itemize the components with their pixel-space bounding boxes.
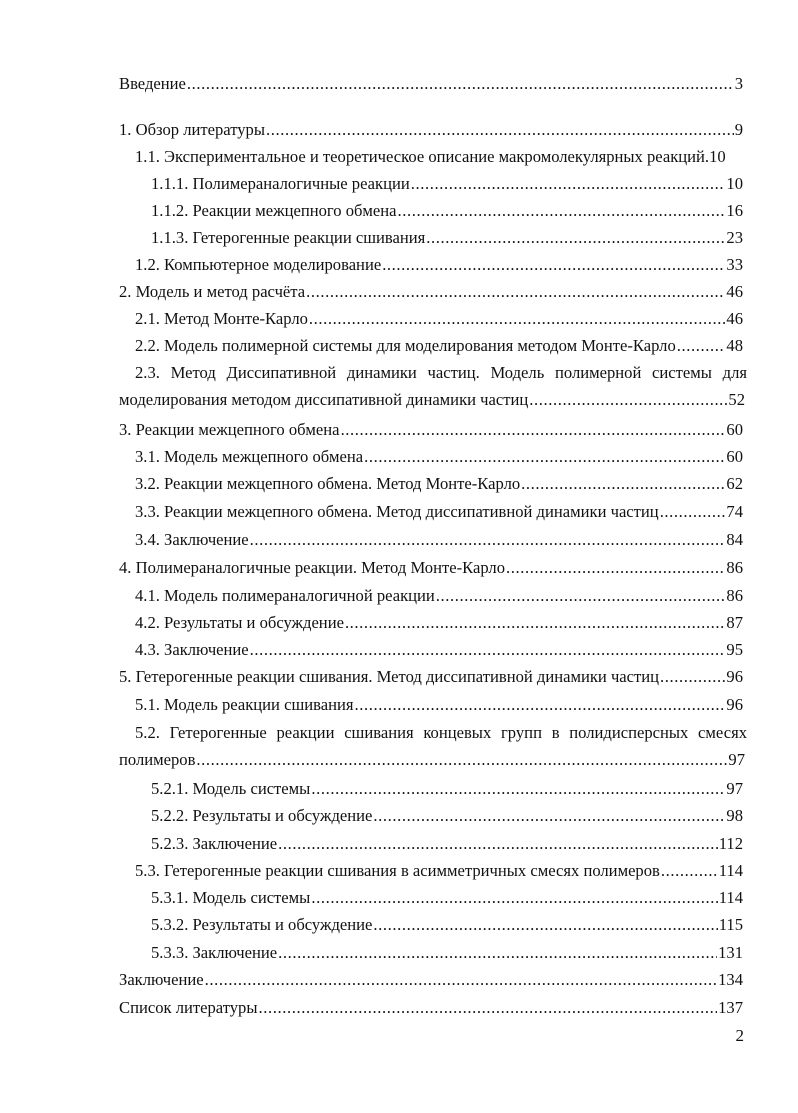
toc-entry-title-continuation: моделирования методом диссипативной динамики частиц (119, 390, 529, 409)
toc-entry-title: 5.3. Гетерогенные реакции сшивания в асимметричных смесях полимеров (135, 861, 660, 880)
toc-entry-title: 5. Гетерогенные реакции сшивания. Метод диссипативной динамики частиц (119, 667, 660, 686)
toc-entry (0, 70, 743, 97)
toc-entry-page: 131 (718, 943, 743, 962)
toc-entry-page: 46 (726, 309, 743, 328)
toc-entry-page: 74 (726, 502, 743, 521)
toc-entry-page: 23 (726, 228, 743, 247)
toc-entry (0, 719, 798, 773)
toc-dot-leader (205, 966, 717, 993)
toc-dot-leader (306, 278, 725, 305)
toc-entry-page: 3 (734, 74, 743, 93)
toc-entry-title: 4.1. Модель полимераналогичной реакции (135, 586, 435, 605)
toc-entry-title: Заключение (119, 970, 204, 989)
toc-entry-title: 5.2.1. Модель системы (151, 779, 311, 798)
toc-entry-title: 4.3. Заключение (135, 640, 249, 659)
toc-entry (0, 802, 743, 829)
toc-entry-title: Список литературы (119, 998, 258, 1017)
toc-entry-title: 4.2. Результаты и обсуждение (135, 613, 344, 632)
toc-entry (0, 830, 743, 857)
toc-entry (0, 470, 743, 497)
toc-entry-title: 3.2. Реакции межцепного обмена. Метод Монте-Карло (135, 474, 521, 493)
toc-entry-title: 5.3.1. Модель системы (151, 888, 311, 907)
toc-entry-page: 9 (734, 120, 743, 139)
toc-entry (0, 305, 743, 332)
toc-dot-leader (250, 526, 726, 553)
toc-dot-leader (196, 746, 727, 773)
toc-entry-continuation (119, 386, 745, 413)
toc-entry-page: 114 (718, 861, 743, 880)
toc-entry (0, 911, 743, 938)
toc-entry-page: 114 (718, 888, 743, 907)
page-number: 2 (735, 1026, 744, 1045)
toc-entry-page: 60 (726, 447, 743, 466)
toc-entry (0, 416, 743, 443)
toc-entry-title: 4. Полимераналогичные реакции. Метод Монте-Карло (119, 558, 505, 577)
toc-entry (0, 636, 743, 663)
toc-entry-page: 86 (726, 586, 743, 605)
toc-entry-title: 5.1. Модель реакции сшивания (135, 695, 354, 714)
toc-dot-leader (309, 305, 725, 332)
toc-entry-title: 3.1. Модель межцепного обмена (135, 447, 364, 466)
toc-entry-page: 10 (709, 147, 726, 166)
toc-dot-leader (677, 332, 726, 359)
toc-entry-page: 96 (726, 667, 743, 686)
toc-entry-page: 60 (726, 420, 743, 439)
toc-entry-title: 3.3. Реакции межцепного обмена. Метод диссипативной динамики частиц (135, 502, 659, 521)
toc-dot-leader (506, 554, 725, 581)
toc-entry (0, 332, 743, 359)
toc-dot-leader (345, 609, 725, 636)
toc-dot-leader (660, 498, 726, 525)
toc-dot-leader (660, 663, 725, 690)
toc-dot-leader (373, 911, 717, 938)
toc-entry (0, 609, 743, 636)
toc-entry (0, 143, 743, 170)
toc-entry-title: 2. Модель и метод расчёта (119, 282, 306, 301)
toc-entry (0, 663, 743, 690)
toc-entry-page: 115 (718, 915, 743, 934)
toc-entry-page: 86 (726, 558, 743, 577)
toc-entry-title: 1.1. Экспериментальное и теоретическое описание макромолекулярных реакций. (135, 147, 710, 166)
toc-entry-page: 52 (728, 390, 745, 409)
toc-dot-leader (266, 116, 734, 143)
toc-entry-page: 10 (726, 174, 743, 193)
toc-entry-title: 2.1. Метод Монте-Карло (135, 309, 308, 328)
toc-entry (0, 966, 743, 993)
toc-dot-leader (341, 416, 726, 443)
toc-entry-page: 46 (726, 282, 743, 301)
toc-entry-page: 33 (726, 255, 743, 274)
toc-dot-leader (250, 636, 726, 663)
toc-entry-page: 137 (718, 998, 743, 1017)
toc-dot-leader (311, 884, 717, 911)
toc-entry-title: 1. Обзор литературы (119, 120, 266, 139)
toc-entry-title: Введение (119, 74, 186, 93)
toc-dot-leader (521, 470, 725, 497)
toc-entry (0, 443, 743, 470)
toc-entry-page: 84 (726, 530, 743, 549)
toc-entry (0, 170, 743, 197)
toc-dot-leader (278, 830, 718, 857)
toc-entry (0, 116, 743, 143)
toc-entry (0, 775, 743, 802)
toc-dot-leader (311, 775, 725, 802)
toc-entry-title: 3.4. Заключение (135, 530, 249, 549)
toc-entry-title: 5.2. Гетерогенные реакции сшивания концевых групп в полидисперсных смесях (135, 723, 747, 742)
toc-dot-leader (354, 691, 725, 718)
toc-entry (0, 498, 743, 525)
toc-entry-title: 5.2.2. Результаты и обсуждение (151, 806, 373, 825)
toc-entry (0, 224, 743, 251)
toc-entry-page: 112 (718, 834, 743, 853)
toc-entry-continuation (119, 746, 745, 773)
toc-entry-title: 5.3.2. Результаты и обсуждение (151, 915, 373, 934)
toc-entry-title: 1.1.1. Полимераналогичные реакции (151, 174, 410, 193)
toc-dot-leader (364, 443, 725, 470)
toc-entry-page: 134 (718, 970, 743, 989)
toc-dot-leader (529, 386, 727, 413)
toc-entry-page: 87 (726, 613, 743, 632)
toc-dot-leader (397, 197, 725, 224)
toc-entry-title: 2.3. Метод Диссипативной динамики частиц. Модель полимерной системы для (135, 363, 747, 382)
toc-entry (0, 526, 743, 553)
toc-entry (0, 197, 743, 224)
toc-entry-page: 97 (728, 750, 745, 769)
toc-entry (0, 884, 743, 911)
toc-entry-page: 96 (726, 695, 743, 714)
toc-entry (0, 691, 743, 718)
toc-entry-page: 48 (726, 336, 743, 355)
toc-entry (0, 994, 743, 1021)
toc-entry-title: 5.2.3. Заключение (151, 834, 278, 853)
toc-entry-page: 95 (726, 640, 743, 659)
toc-entry (0, 359, 798, 413)
toc-dot-leader (411, 170, 726, 197)
toc-entry-title: 1.1.2. Реакции межцепного обмена (151, 201, 397, 220)
toc-entry (0, 939, 743, 966)
toc-dot-leader (259, 994, 718, 1021)
toc-entry-title: 3. Реакции межцепного обмена (119, 420, 340, 439)
toc-entry-page: 98 (726, 806, 743, 825)
toc-dot-leader (278, 939, 717, 966)
toc-entry (0, 251, 743, 278)
toc-entry-page: 16 (726, 201, 743, 220)
toc-entry-title-continuation: полимеров (119, 750, 196, 769)
toc-dot-leader (661, 857, 718, 884)
toc-entry-title: 1.1.3. Гетерогенные реакции сшивания (151, 228, 426, 247)
toc-entry (0, 857, 743, 884)
toc-entry-page: 62 (726, 474, 743, 493)
toc-dot-leader (373, 802, 725, 829)
toc-dot-leader (426, 224, 725, 251)
toc-entry-title: 1.2. Компьютерное моделирование (135, 255, 382, 274)
toc-entry-page: 97 (726, 779, 743, 798)
toc-entry (0, 554, 743, 581)
toc-entry (0, 278, 743, 305)
toc-dot-leader (382, 251, 725, 278)
toc-entry-title: 2.2. Модель полимерной системы для моделирования методом Монте-Карло (135, 336, 676, 355)
toc-entry-title: 5.3.3. Заключение (151, 943, 278, 962)
toc-entry (0, 582, 743, 609)
toc-dot-leader (187, 70, 734, 97)
toc-dot-leader (436, 582, 726, 609)
